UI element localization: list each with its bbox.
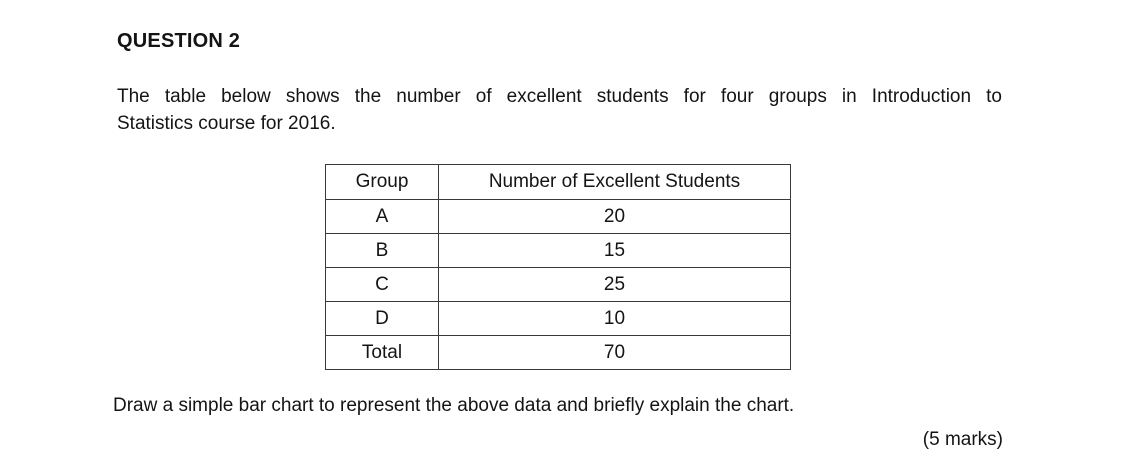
table-row (326, 268, 791, 302)
table-row (326, 200, 791, 234)
table-row (326, 234, 791, 268)
group-cell: D (326, 302, 439, 336)
intro-line-2: Statistics course for 2016. (117, 113, 336, 134)
question-instruction: Draw a simple bar chart to represent the above data and briefly explain the chart. (113, 395, 795, 416)
total-value-cell: 70 (439, 336, 791, 370)
question-title: QUESTION 2 (117, 30, 241, 52)
header-group: Group (326, 165, 439, 200)
total-label-cell: Total (326, 336, 439, 370)
count-cell: 25 (439, 268, 791, 302)
count-cell: 10 (439, 302, 791, 336)
group-cell: B (326, 234, 439, 268)
count-cell: 15 (439, 234, 791, 268)
table-total-row (326, 336, 791, 370)
count-cell: 20 (439, 200, 791, 234)
excellent-students-table (325, 164, 791, 370)
intro-line-1: The table below shows the number of excellent students for four groups in Introduction to (117, 86, 1002, 107)
group-cell: A (326, 200, 439, 234)
header-excellent-students: Number of Excellent Students (439, 165, 791, 200)
question-intro (117, 83, 1017, 137)
table-row (326, 302, 791, 336)
group-cell: C (326, 268, 439, 302)
table-header-row (326, 165, 791, 200)
marks-label: (5 marks) (922, 429, 1003, 450)
